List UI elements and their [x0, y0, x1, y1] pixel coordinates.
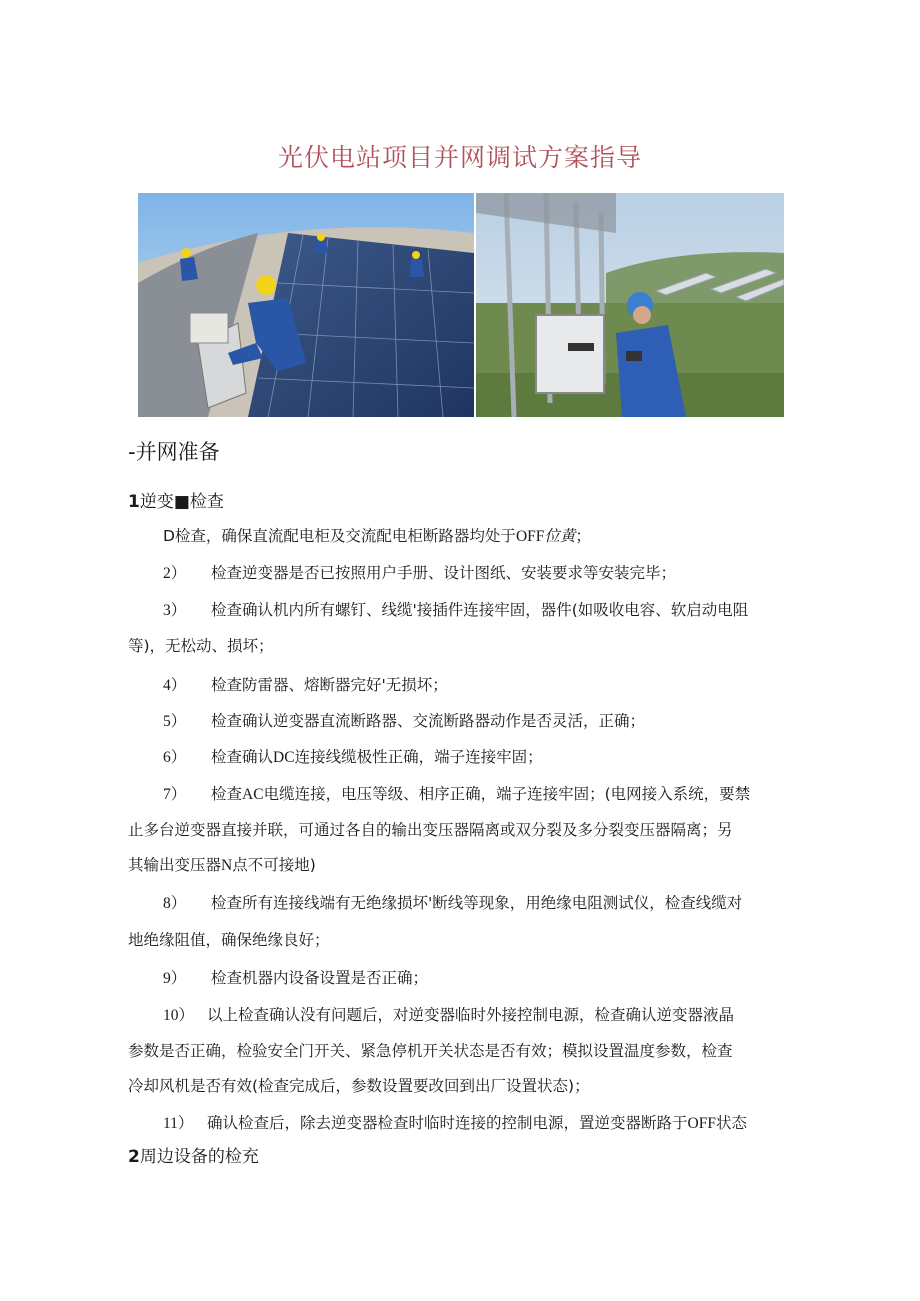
item-text: 检查逆变器是否已按照用户手册、设计图纸、安装要求等安装完毕； — [211, 564, 677, 582]
item-text: 以上检查确认没有问题后，对逆变器临时外接控制电源，检查确认逆变器液晶 — [207, 1006, 735, 1024]
item-number: 5） — [163, 713, 187, 730]
list-item — [163, 782, 750, 804]
list-item — [163, 561, 676, 583]
list-item — [163, 1003, 734, 1025]
item-text: 检查确认 — [211, 748, 274, 766]
subsection-heading-peripheral-check — [128, 1142, 259, 1167]
list-item — [163, 598, 748, 620]
subsection-heading-inverter-check — [128, 487, 224, 512]
list-item-continuation: 地绝缘阻值，确保绝缘良好； — [128, 931, 330, 949]
item-text: 检查机器内设备设置是否正确； — [211, 969, 429, 987]
item-punct: ； — [575, 527, 591, 545]
item-text: 检查所有连接线端有无绝缘损坏'断线等现象，用绝缘电阻测试仪，检查线缆对 — [211, 894, 743, 912]
item-text: D检查，确保直流配电柜及交流配电柜断路器均处于 — [163, 527, 516, 545]
item-code: DC — [273, 749, 295, 766]
item-code: N — [221, 857, 233, 874]
list-item-continuation: 等)，无松动、损坏； — [128, 637, 274, 655]
item-text: 连接线缆极性正确，端子连接牢固； — [294, 748, 543, 766]
item-text: 点不可接地) — [232, 856, 316, 874]
item-text: 确认检查后，除去逆变器检查时临时连接的控制电源，置逆变器断路于 — [207, 1114, 688, 1132]
list-item — [163, 524, 591, 546]
item-text: 检查确认机内所有螺钉、线缆'接插件连接牢固，器件(如吸收电容、软启动电阻 — [211, 601, 749, 619]
list-item-continuation: 参数是否正确，检验安全门开关、紧急停机开关状态是否有效；模拟设置温度参数，检查 — [128, 1042, 733, 1060]
list-item-continuation: 冷却风机是否有效(检查完成后，参数设置要改回到出厂设置状态)； — [128, 1077, 590, 1095]
page-title: 光伏电站项目并网调试方案指导 — [277, 143, 642, 172]
list-item — [163, 673, 448, 695]
list-item — [163, 709, 645, 731]
item-code: AC — [242, 786, 264, 803]
item-number: 4） — [163, 677, 187, 694]
item-text: 检查确认逆变器直流断路器、交流断路器动作是否灵活，正确； — [211, 712, 646, 730]
item-number: 6） — [163, 749, 187, 766]
photo-strip — [138, 193, 784, 417]
item-text: 状态 — [715, 1114, 747, 1132]
item-number: 9） — [163, 970, 187, 987]
subsection-number: 2 — [128, 1147, 140, 1167]
item-text: 电缆连接，电压等级、相序正确，端子连接牢固；(电网接入系统，要禁 — [263, 785, 751, 803]
item-code: OFF — [515, 528, 545, 545]
item-text: 检查防雷器、熔断器完好'无损坏； — [211, 676, 448, 694]
item-code: OFF — [687, 1115, 716, 1132]
section-heading-grid-preparation: -并网准备 — [128, 440, 220, 464]
list-item-continuation — [128, 853, 316, 875]
subsection-title: 逆变■检查 — [139, 492, 224, 512]
item-number: 10） — [163, 1007, 195, 1024]
photo-rooftop-solar-workers — [138, 193, 474, 417]
item-number: 11） — [163, 1115, 194, 1132]
item-number: 2） — [163, 565, 187, 582]
list-item — [163, 1111, 747, 1133]
item-text: 其输出变压器 — [128, 856, 222, 874]
subsection-title: 周边设备的检充 — [139, 1147, 259, 1167]
photo-inverter-inspection — [476, 193, 784, 417]
list-item — [163, 966, 428, 988]
subsection-number: 1 — [128, 492, 140, 512]
item-number: 7） — [163, 786, 187, 803]
item-number: 8） — [163, 895, 187, 912]
item-number: 3） — [163, 602, 187, 619]
item-text: 检查 — [211, 785, 243, 803]
list-item-continuation: 止多台逆变器直接并联，可通过各自的输出变压器隔离或双分裂及多分裂变压器隔离；另 — [128, 821, 733, 839]
item-italic-text: 位黄 — [544, 528, 576, 545]
list-item — [163, 891, 742, 913]
list-item — [163, 745, 543, 767]
